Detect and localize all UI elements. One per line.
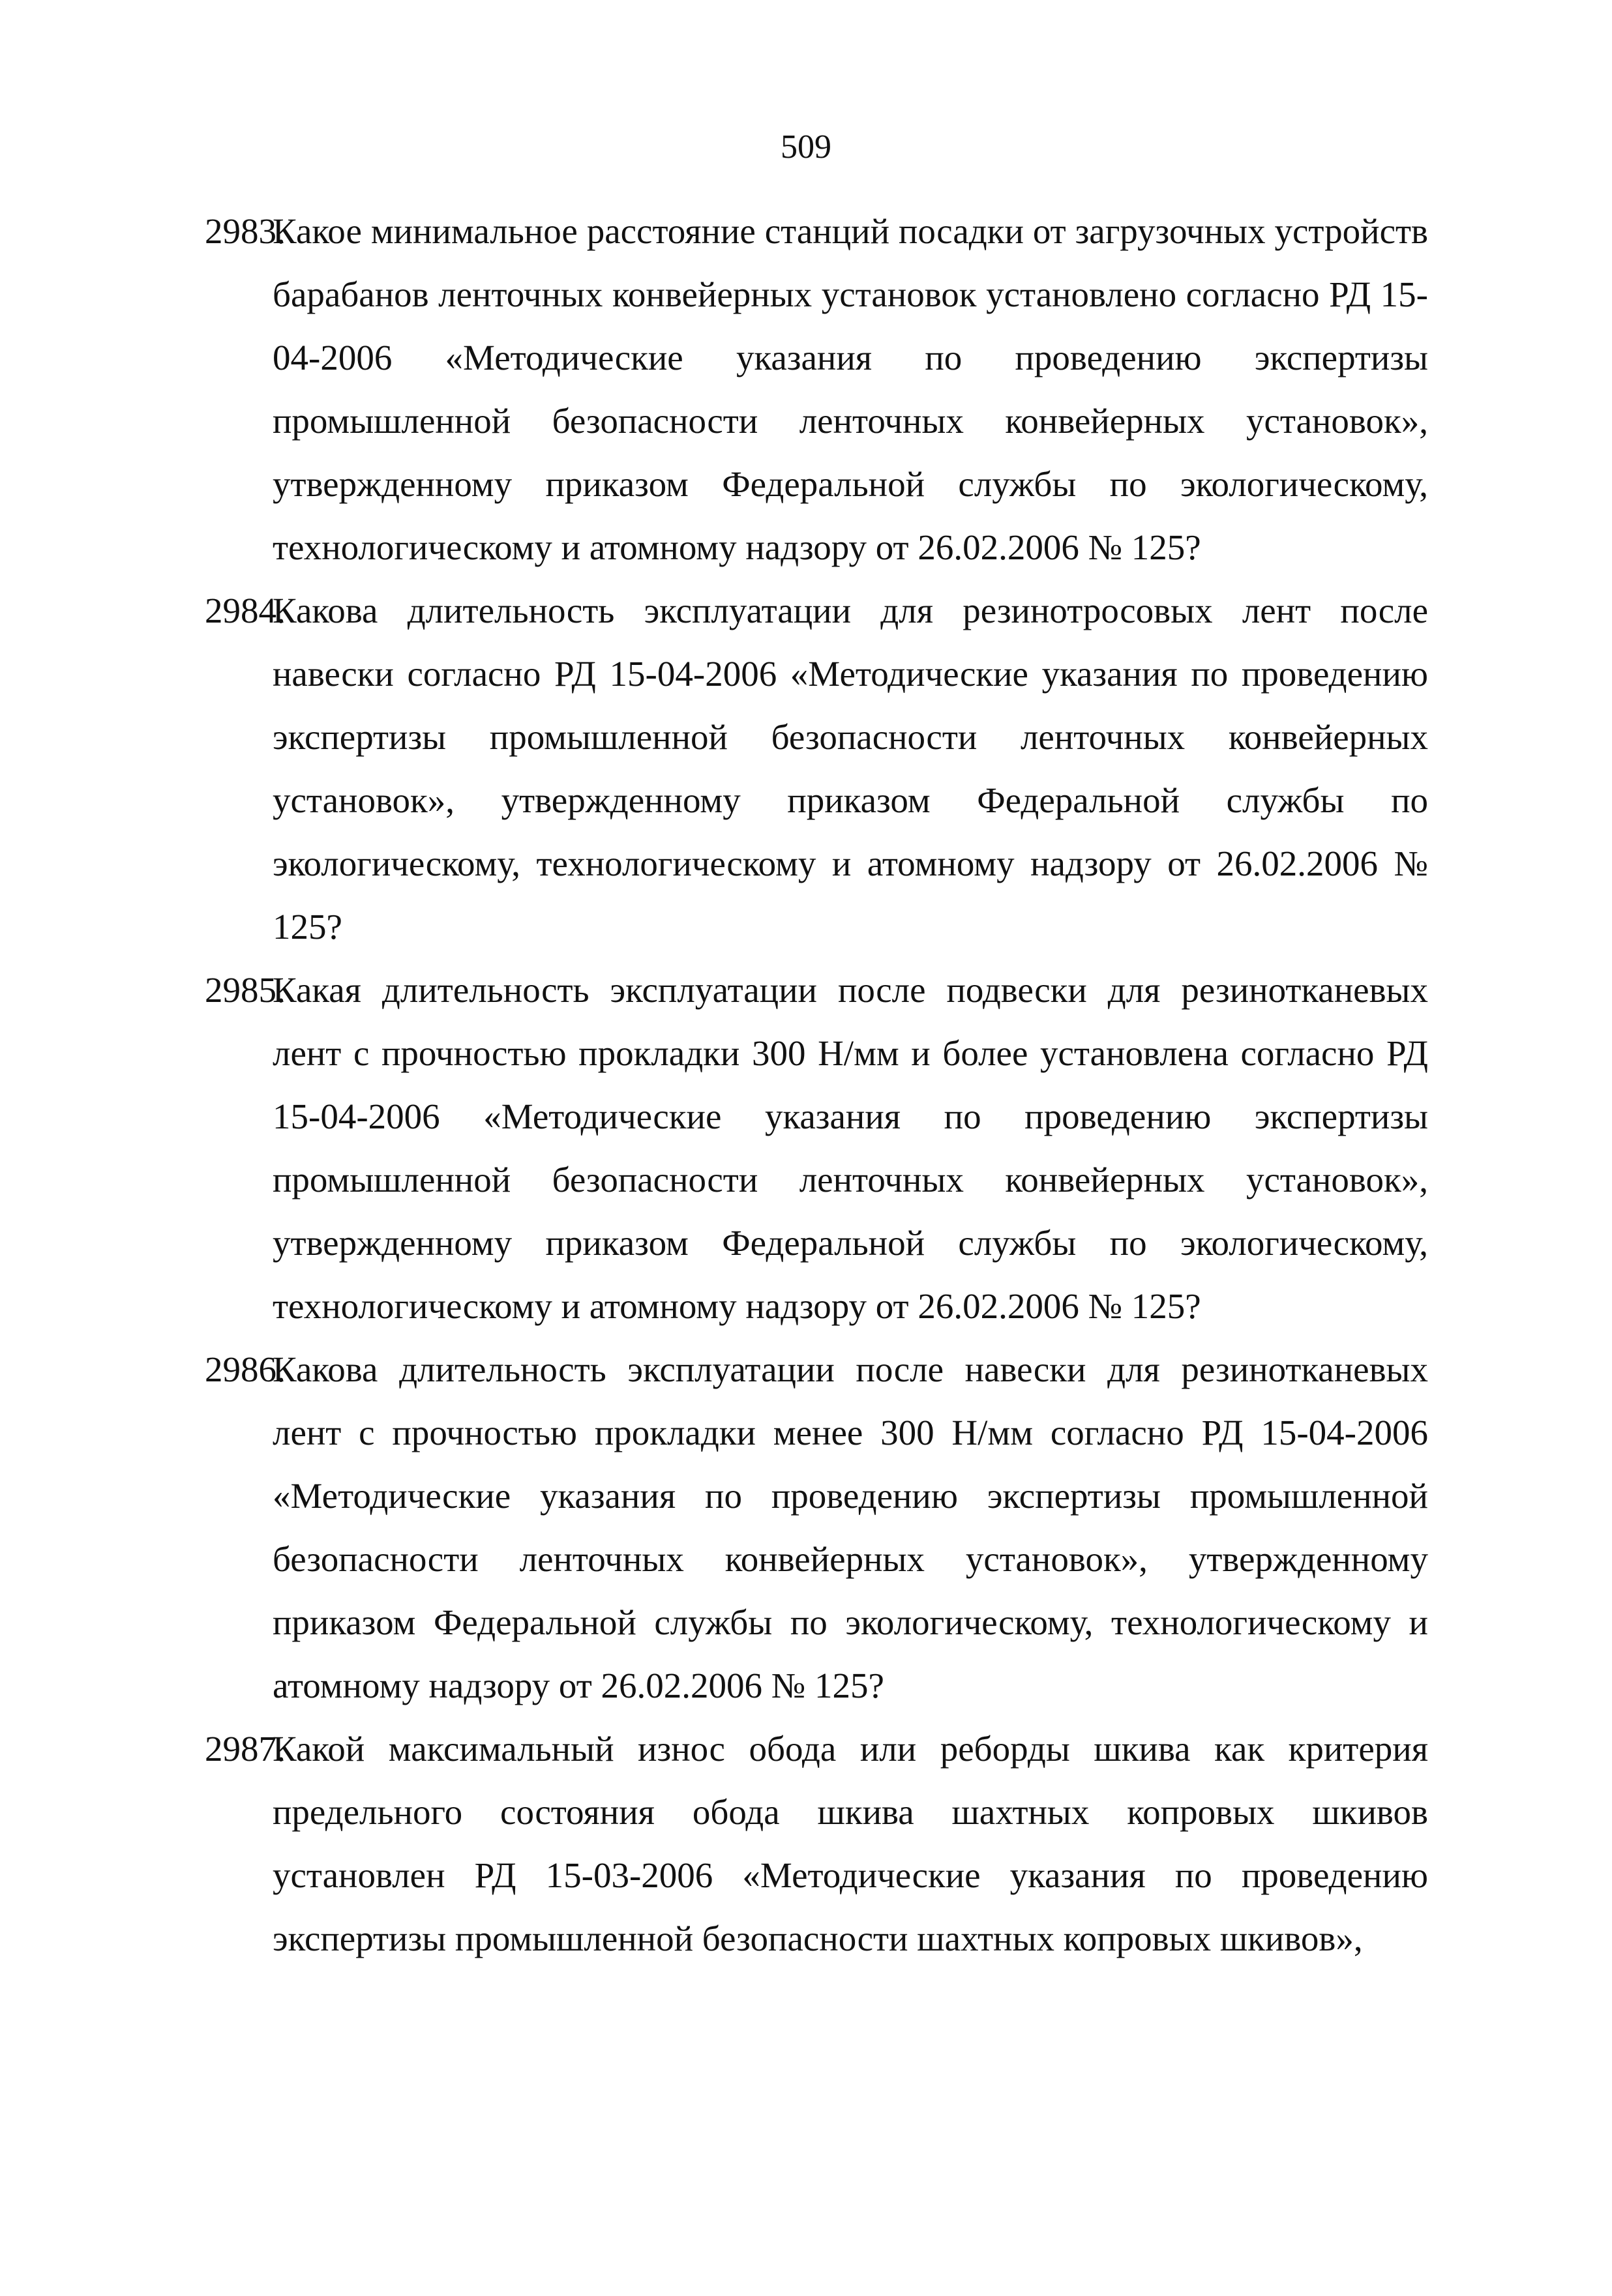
page-number: 509	[781, 128, 831, 166]
question-item	[205, 958, 1428, 1338]
question-number: 2985.	[205, 970, 286, 1010]
question-text: Какова длительность эксплуатации для резинотросовых лент после навески согласно РД 15-04-2006 «Методические указания по проведению экспертизы промышленной безопасности ленточных конвейерных установок», утвержденному приказом Федеральной службы по экологическому, технологическому и атомному надзору от 26.02.2006 № 125?	[273, 591, 1428, 947]
question-item	[205, 1717, 1428, 1970]
question-number: 2986.	[205, 1349, 286, 1389]
question-number: 2983.	[205, 211, 286, 251]
question-text: Какова длительность эксплуатации после навески для резинотканевых лент с прочностью прокладки менее 300 Н/мм согласно РД 15-04-2006 «Методические указания по проведению экспертизы промышленной безопасности ленточных конвейерных установок», утвержденному приказом Федеральной службы по экологическому, технологическому и атомному надзору от 26.02.2006 № 125?	[273, 1349, 1428, 1705]
question-list	[205, 199, 1428, 1970]
question-text: Какое минимальное расстояние станций посадки от загрузочных устройств барабанов ленточных конвейерных установок установлено согласно РД 15-04-2006 «Методические указания по проведению экспертизы промышленной безопасности ленточных конвейерных установок», утвержденному приказом Федеральной службы по экологическому, технологическому и атомному надзору от 26.02.2006 № 125?	[273, 211, 1428, 567]
question-item	[205, 1338, 1428, 1717]
question-item	[205, 199, 1428, 579]
question-item	[205, 579, 1428, 958]
question-number: 2984.	[205, 591, 286, 630]
question-number: 2987.	[205, 1729, 286, 1769]
question-text: Какой максимальный износ обода или реборды шкива как критерия предельного состояния обода шкива шахтных копровых шкивов установлен РД 15-03-2006 «Методические указания по проведению экспертизы промышленной безопасности шахтных копровых шкивов»,	[273, 1729, 1428, 1958]
question-text: Какая длительность эксплуатации после подвески для резинотканевых лент с прочностью прокладки 300 Н/мм и более установлена согласно РД 15-04-2006 «Методические указания по проведению экспертизы промышленной безопасности ленточных конвейерных установок», утвержденному приказом Федеральной службы по экологическому, технологическому и атомному надзору от 26.02.2006 № 125?	[273, 970, 1428, 1326]
